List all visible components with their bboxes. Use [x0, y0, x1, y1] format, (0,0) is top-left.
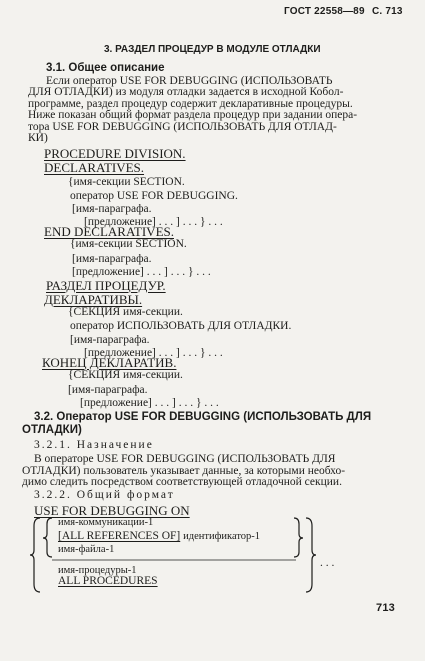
- format-line: {СЕКЦИЯ имя-секции.: [68, 369, 183, 381]
- format-line: КОНЕЦ ДЕКЛАРАТИВ.: [42, 355, 177, 370]
- repeat-ellipsis: . . .: [320, 557, 335, 569]
- format-line: {СЕКЦИЯ имя-секции.: [68, 306, 183, 318]
- format-line: ДЕКЛАРАТИВЫ.: [44, 292, 143, 307]
- option-procedure-name: имя-процедуры-1: [58, 565, 137, 576]
- option-all-references: [58, 530, 260, 542]
- paragraph-line: КИ): [28, 132, 48, 144]
- format-line: [предложение] . . . ] . . . } . . .: [80, 397, 219, 409]
- format-line: {имя-секции SECTION.: [70, 238, 187, 250]
- identifier-text: идентификатор-1: [183, 531, 261, 542]
- paragraph-line: ДЛЯ ОТЛАДКИ) из модуля отладки задается в исходной Кобол-: [28, 86, 344, 98]
- gost-number: ГОСТ 22558—89: [284, 6, 365, 17]
- paragraph-line: димо следить посредством соответствующей отладочной секции.: [22, 476, 342, 488]
- subsection-heading-3-2-1: [34, 440, 154, 452]
- option-communication-name: имя-коммуникации-1: [58, 517, 154, 528]
- page-ref: С. 713: [372, 6, 403, 17]
- page-number: 713: [376, 602, 395, 614]
- paragraph-line: тора USE FOR DEBUGGING (ИСПОЛЬЗОВАТЬ ДЛЯ ОТЛАД-: [28, 121, 337, 133]
- option-all-procedures: ALL PROCEDURES: [58, 575, 158, 587]
- format-line: [предложение] . . . ] . . . } . . .: [84, 216, 223, 228]
- format-line: PROCEDURE DIVISION.: [44, 146, 186, 161]
- use-statement-line: USE FOR DEBUGGING ON: [34, 503, 190, 518]
- format-line: DECLARATIVES.: [44, 160, 145, 175]
- paragraph-line: программе, раздел процедур содержит декларативные процедуры.: [28, 98, 353, 110]
- paragraph-line: Ниже показан общий формат раздела процедур при задании опера-: [28, 109, 358, 121]
- section-title: 3. РАЗДЕЛ ПРОЦЕДУР В МОДУЛЕ ОТЛАДКИ: [104, 44, 321, 55]
- format-line: [имя-параграфа.: [68, 384, 148, 396]
- all-references-text: [ALL REFERENCES OF]: [58, 530, 181, 542]
- heading-text: 3.2.1. Назначение: [34, 439, 154, 451]
- format-line: [имя-параграфа.: [70, 334, 150, 346]
- subsection-heading-3-2-2: [34, 490, 175, 502]
- format-line: оператор ИСПОЛЬЗОВАТЬ ДЛЯ ОТЛАДКИ.: [70, 320, 292, 332]
- subsection-heading-3-2-cont: ОТЛАДКИ): [22, 424, 82, 436]
- format-line: END DECLARATIVES.: [44, 224, 174, 239]
- format-line: {имя-секции SECTION.: [68, 176, 185, 188]
- format-line: [имя-параграфа.: [72, 253, 152, 265]
- format-line: [имя-параграфа.: [72, 203, 152, 215]
- paragraph-line: Если оператор USE FOR DEBUGGING (ИСПОЛЬЗОВАТЬ: [46, 75, 333, 87]
- option-file-name: имя-файла-1: [58, 544, 115, 555]
- format-line: оператор USE FOR DEBUGGING.: [70, 190, 238, 202]
- subsection-heading-3-2: 3.2. Оператор USE FOR DEBUGGING (ИСПОЛЬЗОВАТЬ ДЛЯ: [34, 411, 372, 423]
- subsection-heading-3-1: 3.1. Общее описание: [46, 62, 165, 74]
- paragraph-line: ОТЛАДКИ) пользователь указывает данные, за которыми необхо-: [22, 465, 346, 477]
- format-line: [предложение] . . . ] . . . } . . .: [84, 347, 223, 359]
- format-line: РАЗДЕЛ ПРОЦЕДУР.: [46, 278, 166, 293]
- format-line: [предложение] . . . ] . . . } . . .: [72, 266, 211, 278]
- paragraph-line: В операторе USE FOR DEBUGGING (ИСПОЛЬЗОВАТЬ ДЛЯ: [34, 453, 336, 465]
- heading-text: 3.2.2. Общий формат: [34, 489, 175, 501]
